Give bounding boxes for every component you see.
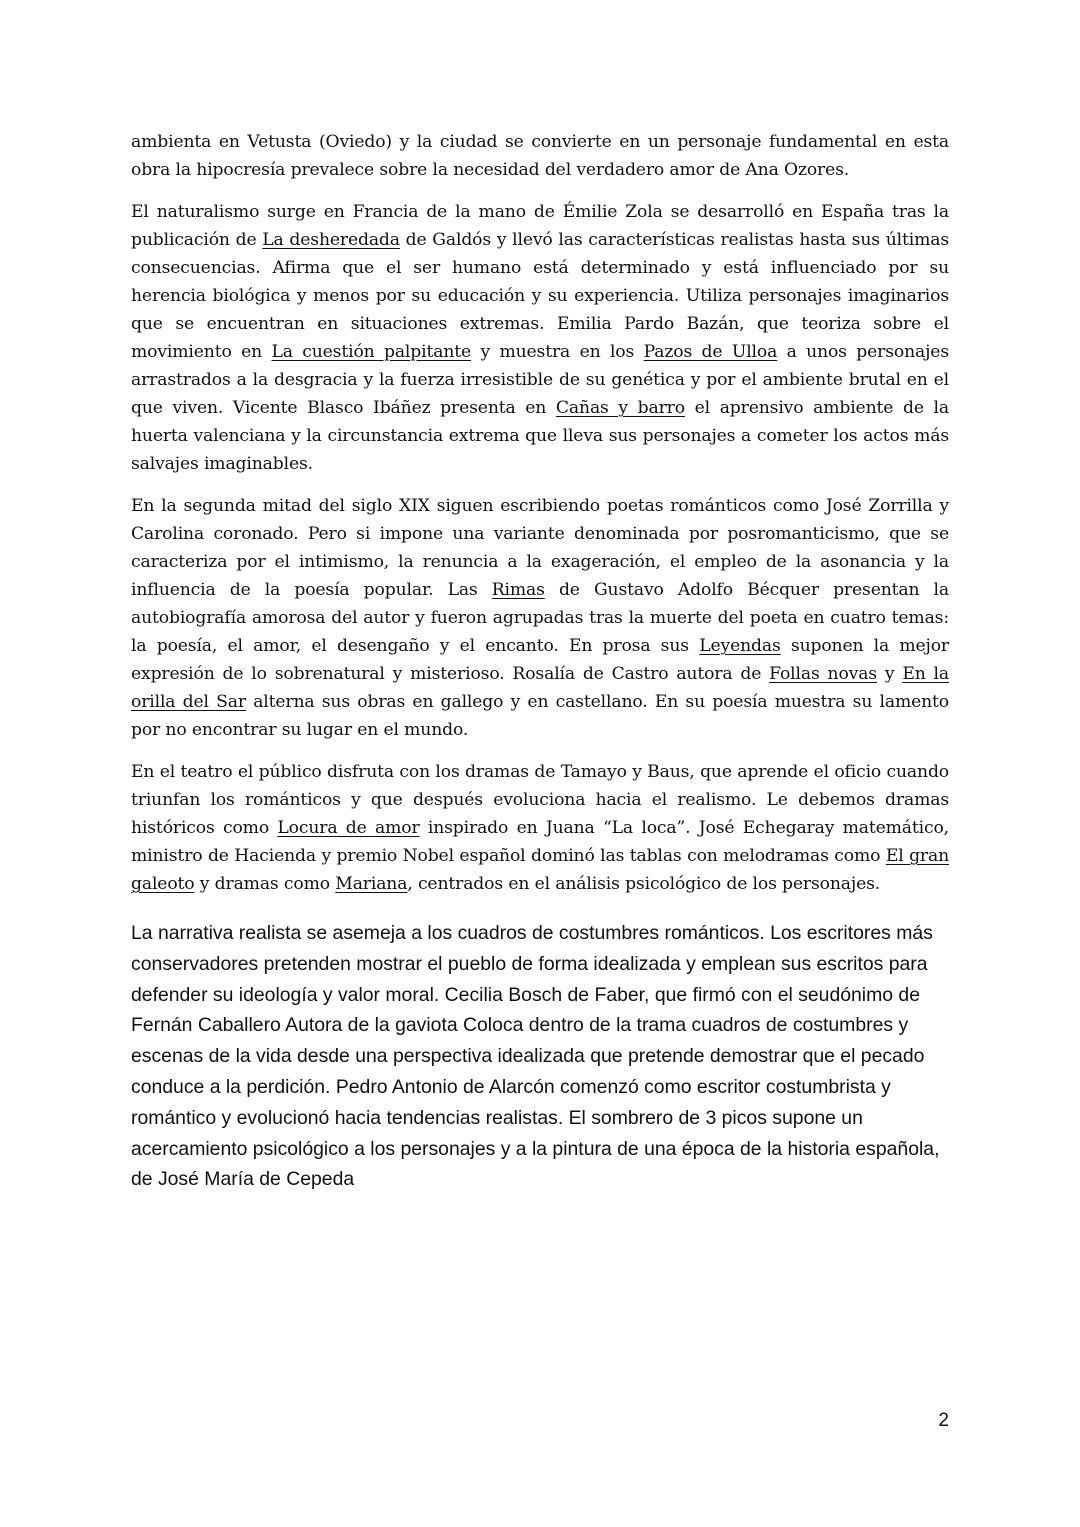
- text-segment: y: [876, 664, 903, 684]
- paragraph-naturalismo: [131, 198, 949, 478]
- text-segment: de Galdós y llevó las características realistas hasta sus últimas consecuencias. Afirma que el ser humano está determinado y está influenciado por su herencia biológica y menos por su educación y su experiencia. Utiliza personajes imaginarios que se encuentran en situaciones extremas. Emilia Pardo Bazán, que teoriza sobre el movimiento en: [131, 230, 949, 362]
- text-segment: el aprensivo ambiente de la huerta valenciana y la circunstancia extrema que lleva sus personajes a cometer los actos más salvajes imaginables.: [131, 398, 949, 474]
- paragraph-narrativa-realista: [131, 912, 949, 1195]
- book-title: El gran galeoto: [131, 846, 949, 894]
- text-segment: El naturalismo surge en Francia de la mano de Émilie Zola se desarrolló en España tras la publicación de: [131, 202, 949, 250]
- book-title: Mariana: [335, 874, 408, 894]
- text-segment: suponen la mejor expresión de lo sobrenatural y misterioso. Rosalía de Castro autora de: [131, 636, 949, 684]
- paragraph-posromanticismo: [131, 492, 949, 744]
- book-title: La desheredada: [262, 230, 400, 250]
- book-title: En la orilla del Sar: [131, 664, 949, 712]
- text-segment: En el teatro el público disfruta con los dramas de Tamayo y Baus, que aprende el oficio cuando triunfan los románticos y que después evoluciona hacia el realismo. Le debemos dramas históricos como: [131, 762, 949, 838]
- book-title: Rimas: [491, 580, 545, 600]
- book-title: La cuestión palpitante: [271, 342, 472, 362]
- text-segment: y muestra en los: [471, 342, 644, 362]
- book-title: Leyendas: [699, 636, 781, 656]
- text-segment: a unos personajes arrastrados a la desgracia y la fuerza irresistible de su genética y por el ambiente brutal en el que viven. Vicente Blasco Ibáñez presenta en: [131, 342, 949, 418]
- book-title: Pazos de Ulloa: [643, 342, 778, 362]
- book-title: Locura de amor: [277, 818, 420, 838]
- page-number: 2: [938, 1410, 949, 1431]
- text-segment: ambienta en Vetusta (Oviedo) y la ciudad se convierte en un personaje fundamental en esta obra la hipocresía prevalece sobre la necesidad del verdadero amor de Ana Ozores.: [131, 132, 949, 180]
- text-segment: , centrados en el análisis psicológico de los personajes.: [407, 874, 881, 894]
- text-segment: En la segunda mitad del siglo XIX siguen escribiendo poetas románticos como José Zorrilla y Carolina coronado. Pero si impone una variante denominada por posromanticismo, que se caracteriza por el intimismo, la renuncia a la exageración, el empleo de la asonancia y la influencia de la poesía popular. Las: [131, 496, 949, 600]
- book-title: Cañas y barro: [555, 398, 685, 418]
- text-segment: La narrativa realista se asemeja a los cuadros de costumbres románticos. Los escritores más conservadores pretenden mostrar el pueblo de forma idealizada y emplean sus escritos para defender su ideología y valor moral. Cecilia Bosch de Faber, que firmó con el seudónimo de Fernán Caballero Autora de la gaviota Coloca dentro de la trama cuadros de costumbres y escenas de la vida desde una perspectiva idealizada que pretende demostrar que el pecado conduce a la perdición. Pedro Antonio de Alarcón comenzó como escritor costumbrista y romántico y evolucionó hacia tendencias realistas. El sombrero de 3 picos supone un acercamiento psicológico a los personajes y a la pintura de una época de la historia española, de José María de Cepeda: [131, 922, 940, 1191]
- paragraph-teatro: [131, 758, 949, 898]
- text-segment: de Gustavo Adolfo Bécquer presentan la autobiografía amorosa del autor y fueron agrupadas tras la muerte del poeta en cuatro temas: la poesía, el amor, el desengaño y el encanto. En prosa sus: [131, 580, 949, 656]
- page-content: [131, 128, 949, 1195]
- text-segment: inspirado en Juana “La loca”. José Echegaray matemático, ministro de Hacienda y premio Nobel español dominó las tablas con melodramas como: [131, 818, 949, 866]
- text-segment: alterna sus obras en gallego y en castellano. En su poesía muestra su lamento por no encontrar su lugar en el mundo.: [131, 692, 949, 740]
- text-segment: y dramas como: [194, 874, 336, 894]
- book-title: Follas novas: [769, 664, 877, 684]
- paragraph-regenta: [131, 128, 949, 184]
